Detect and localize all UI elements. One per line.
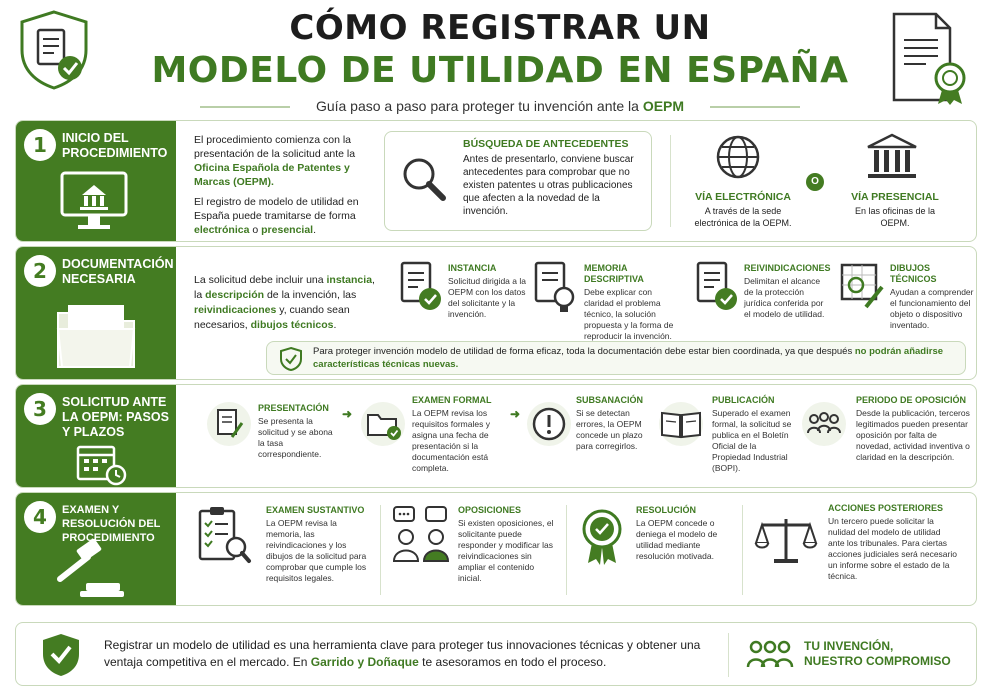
shield-check-icon: [279, 346, 303, 372]
divider: [728, 633, 729, 677]
search-text: Antes de presentarlo, conviene buscar antecedentes para comprobar que no existen patentes u otras publicaciones que afecten a la novedad de la invención.: [463, 154, 634, 217]
scales-of-justice-icon: [754, 515, 818, 565]
step-title: PUBLICACIÓN: [712, 395, 775, 405]
alert-icon: [526, 401, 572, 447]
page-title-line2: MODELO DE UTILIDAD EN ESPAÑA: [151, 50, 849, 91]
search-title: BÚSQUEDA DE ANTECEDENTES: [463, 138, 629, 150]
resolution-title: RESOLUCIÓN: [636, 505, 697, 515]
document-pen-icon: [206, 401, 252, 447]
step-text: Superado el examen formal, la solicitud se publica en el Boletín Oficial de la Propiedad Industrial (BOPI).: [712, 408, 792, 473]
step-text: La OEPM revisa los requisitos formales y asigna una fecha de presentación si la documentación está completa.: [412, 408, 490, 473]
doc-item-title: DIBUJOS TÉCNICOS: [890, 263, 937, 284]
gavel-icon: [50, 539, 126, 601]
step-text: Se presenta la solicitud y se abona la tasa correspondiente.: [258, 416, 333, 459]
document-check-icon: [694, 261, 738, 313]
footer-text: Registrar un modelo de utilidad es una herramienta clave para proteger tus innovaciones técnicas y obtener una ventaja competitiva en el mercado. En Garrido y Doñaque te asesoramos en todo el proceso.: [104, 638, 701, 669]
step-number: 2: [24, 255, 56, 287]
page-subtitle: Guía paso a paso para proteger tu invención ante la OEPM: [315, 98, 685, 114]
doc-item-title: REIVINDICACIONES: [744, 263, 831, 273]
debate-people-icon: [392, 505, 450, 565]
note-text: Para proteger invención modelo de utilidad de forma eficaz, toda la documentación debe estar bien coordinada, ya que después: [313, 346, 853, 357]
section2-intro: La solicitud debe incluir una instancia, la descripción de la invención, las reivindicaciones y, cuando sean necesarios, dibujos técnicos.: [194, 274, 375, 331]
doc-item-text: Ayudan a comprender el funcionamiento del objeto o dispositivo inventado.: [890, 287, 974, 330]
via-electronica-title: VÍA ELECTRÓNICA: [695, 191, 791, 203]
resolution-title: OPOSICIONES: [458, 505, 522, 515]
doc-item-text: Debe explicar con claridad el problema técnico, la solución propuesta y la forma de reproducir la invención.: [584, 287, 674, 341]
step-title: PERIODO DE OPOSICIÓN: [856, 395, 967, 405]
resolution-title: EXAMEN SUSTANTIVO: [266, 505, 365, 515]
section-title: INICIO DEL PROCEDIMIENTO: [62, 131, 168, 160]
section-inicio: [15, 120, 977, 242]
shield-check-icon: [40, 632, 82, 678]
award-badge-icon: [578, 507, 626, 567]
step-text: Si se detectan errores, la OEPM concede un plazo para corregirlos.: [576, 408, 643, 451]
section-title: SOLICITUD ANTE LA OEPM: PASOS Y PLAZOS: [62, 395, 169, 439]
doc-item-text: Delimitan el alcance de la protección jurídica conferida por el modelo de utilidad.: [744, 276, 825, 319]
doc-item-text: Solicitud dirigida a la OEPM con los datos del solicitante y la invención.: [448, 276, 526, 319]
computer-building-icon: [58, 169, 130, 235]
section-sidebar: [16, 385, 176, 487]
step-number: 1: [24, 129, 56, 161]
or-badge: O: [806, 173, 824, 191]
divider: [670, 135, 671, 227]
note-highlight: no podrán añadirse características técnicas nuevas.: [313, 346, 944, 370]
step-number: 4: [24, 501, 56, 533]
step-number: 3: [24, 393, 56, 425]
via-presencial-text: En las oficinas de la OEPM.: [854, 206, 936, 228]
section-documentacion: [15, 246, 977, 380]
globe-icon: [714, 133, 762, 181]
open-book-icon: [656, 401, 706, 447]
step-text: Desde la publicación, terceros legitimados pueden presentar oposición por falta de novedad, actividad inventiva o claridad en la descripción.: [856, 408, 970, 462]
resolution-text: La OEPM revisa la memoria, las reivindicaciones y los dibujos de la solicitud para comprobar que cumple los requisitos legales.: [266, 518, 367, 583]
checklist-magnifier-icon: [196, 505, 252, 569]
section-solicitud: [15, 384, 977, 488]
certificate-icon: [886, 10, 976, 106]
step-title: PRESENTACIÓN: [258, 403, 329, 413]
document-check-icon: [398, 261, 442, 313]
divider: [566, 505, 567, 595]
resolution-text: Un tercero puede solicitar la nulidad del modelo de utilidad ante los tribunales. Para ciertas acciones judiciales será necesario un informe sobre el estado de la técnica.: [828, 516, 957, 581]
arrow-icon: ➜: [342, 407, 353, 421]
page-title-line1: CÓMO REGISTRAR UN: [289, 8, 711, 48]
doc-item-title: MEMORIA DESCRIPTIVA: [584, 263, 644, 284]
header: [0, 0, 1000, 120]
magnifier-icon: [399, 154, 449, 204]
resolution-title: ACCIONES POSTERIORES: [828, 503, 944, 513]
technical-drawing-icon: [838, 261, 886, 313]
section1-para2: El registro de modelo de utilidad en España puede tramitarse de forma electrónica o presencial.: [194, 196, 359, 236]
divider: [380, 505, 381, 595]
document-bulb-icon: [532, 261, 576, 317]
section-sidebar: [16, 247, 176, 379]
via-electronica-text: A través de la sede electrónica de la OEPM.: [694, 206, 792, 228]
step-title: EXAMEN FORMAL: [412, 395, 492, 405]
section-examen: [15, 492, 977, 606]
section1-para1: El procedimiento comienza con la presentación de la solicitud ante la Oficina Española de Patentes y Marcas (OEPM).: [194, 134, 356, 188]
divider: [742, 505, 743, 595]
people-group-icon: [800, 401, 848, 447]
resolution-text: Si existen oposiciones, el solicitante puede responder y modificar las reivindicaciones sin ampliar el contenido inicial.: [458, 518, 554, 583]
section-title: DOCUMENTACIÓN NECESARIA: [62, 257, 174, 286]
people-group-icon: [746, 639, 794, 671]
building-icon: [864, 131, 920, 181]
folder-icon: [54, 299, 138, 371]
step-title: SUBSANACIÓN: [576, 395, 644, 405]
calendar-clock-icon: [76, 441, 128, 487]
resolution-text: La OEPM concede o deniega el modelo de utilidad mediante resolución motivada.: [636, 518, 718, 561]
coordination-note: [266, 341, 966, 375]
search-card: [384, 131, 652, 231]
section-title: EXAMEN Y RESOLUCIÓN DEL PROCEDIMIENTO: [62, 504, 161, 544]
slogan: TU INVENCIÓN, NUESTRO COMPROMISO: [804, 639, 951, 668]
footer-banner: [15, 622, 977, 686]
via-presencial-title: VÍA PRESENCIAL: [851, 191, 939, 203]
section-sidebar: [16, 121, 176, 241]
doc-item-title: INSTANCIA: [448, 263, 497, 273]
folder-check-icon: [360, 401, 406, 447]
section-sidebar: [16, 493, 176, 605]
arrow-icon: ➜: [510, 407, 521, 421]
